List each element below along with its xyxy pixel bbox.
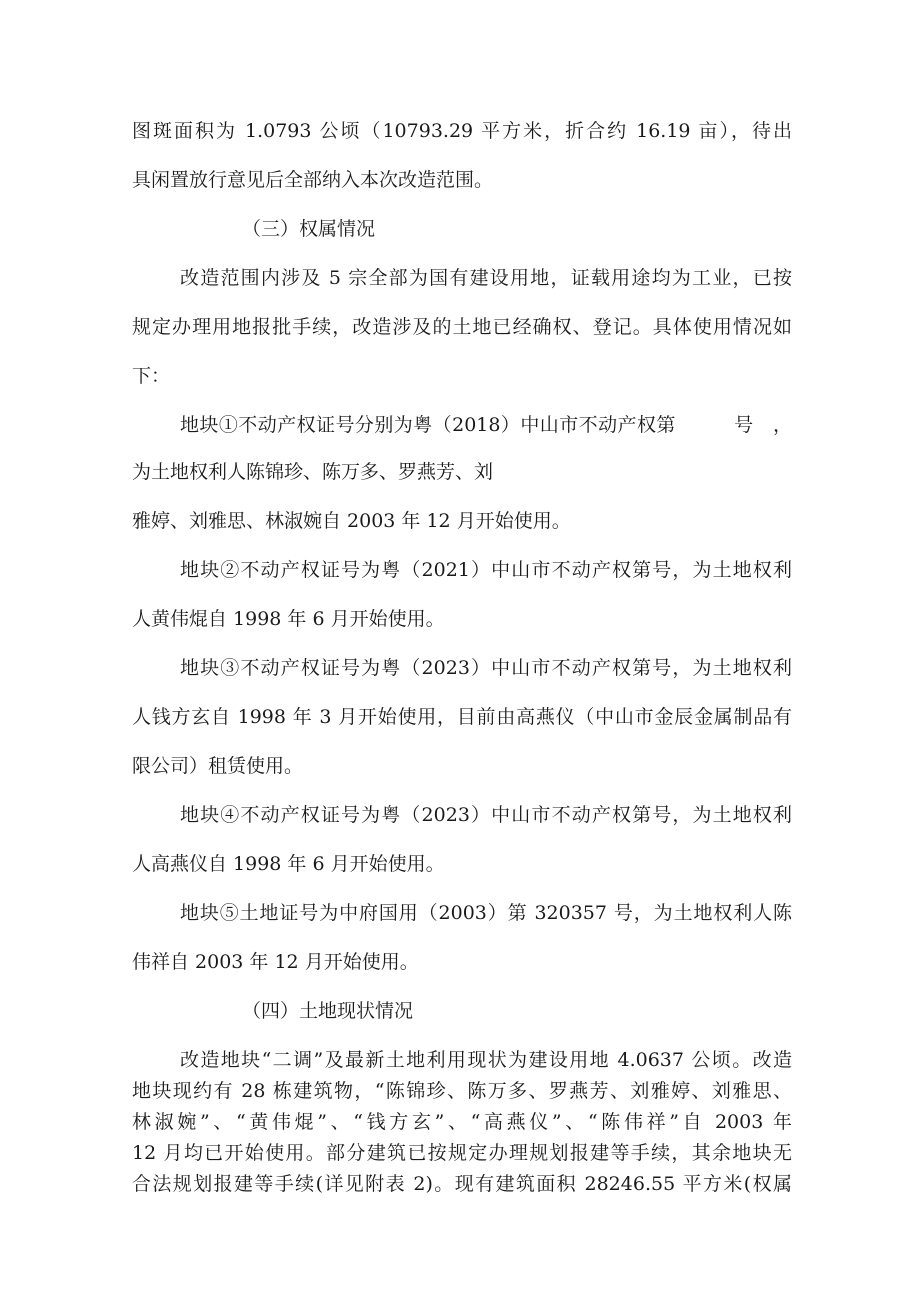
paragraph-line: 人钱方玄自 1998 年 3 月开始使用，目前由高燕仪（中山市金辰金属制品有 xyxy=(132,706,792,728)
paragraph-line: 改造地块“二调”及最新土地利用现状为建设用地 4.0637 公顷。改造 xyxy=(180,1049,792,1071)
paragraph-line: 林淑婉”、“黄伟焜”、“钱方玄”、“高燕仪”、“陈伟祥”自 2003 年 xyxy=(132,1111,792,1133)
paragraph-line: 人高燕仪自 1998 年 6 月开始使用。 xyxy=(132,853,445,875)
paragraph-line: 雅婷、刘雅思、林淑婉自 2003 年 12 月开始使用。 xyxy=(132,510,571,532)
paragraph-line: 下： xyxy=(132,365,171,387)
paragraph-line: 地块④不动产权证号为粤（2023）中山市不动产权第号，为土地权利 xyxy=(180,804,792,826)
paragraph-line: 具闲置放行意见后全部纳入本次改造范围。 xyxy=(132,169,494,191)
paragraph-line: 为土地权利人陈锦珍、陈万多、罗燕芳、刘 xyxy=(132,461,494,483)
section-heading-land-status: （四）土地现状情况 xyxy=(242,1000,414,1022)
paragraph-line: 地块①不动产权证号分别为粤（2018）中山市不动产权第 号 ， xyxy=(180,414,792,436)
paragraph-line: 地块③不动产权证号为粤（2023）中山市不动产权第号，为土地权利 xyxy=(180,657,792,679)
paragraph-line: 图斑面积为 1.0793 公顷（10793.29 平方米，折合约 16.19 亩），待出 xyxy=(132,120,792,142)
paragraph-line: 地块⑤土地证号为中府国用（2003）第 320357 号，为土地权利人陈 xyxy=(180,902,792,924)
paragraph-line: 人黄伟焜自 1998 年 6 月开始使用。 xyxy=(132,608,445,630)
paragraph-line: 12 月均已开始使用。部分建筑已按规定办理规划报建等手续，其余地块无 xyxy=(132,1142,792,1164)
paragraph-line: 限公司）租赁使用。 xyxy=(132,755,304,777)
paragraph-line: 改造范围内涉及 5 宗全部为国有建设用地，证载用途均为工业，已按 xyxy=(180,267,792,289)
paragraph-line: 合法规划报建等手续(详见附表 2)。现有建筑面积 28246.55 平方米(权属 xyxy=(132,1173,792,1195)
paragraph-line: 地块现约有 28 栋建筑物，“陈锦珍、陈万多、罗燕芳、刘雅婷、刘雅思、 xyxy=(132,1080,792,1102)
paragraph-line: 伟祥自 2003 年 12 月开始使用。 xyxy=(132,951,419,973)
paragraph-line: 规定办理用地报批手续，改造涉及的土地已经确权、登记。具体使用情况如 xyxy=(132,316,792,338)
section-heading-ownership: （三）权属情况 xyxy=(242,218,376,240)
paragraph-line: 地块②不动产权证号为粤（2021）中山市不动产权第号，为土地权利 xyxy=(180,559,792,581)
